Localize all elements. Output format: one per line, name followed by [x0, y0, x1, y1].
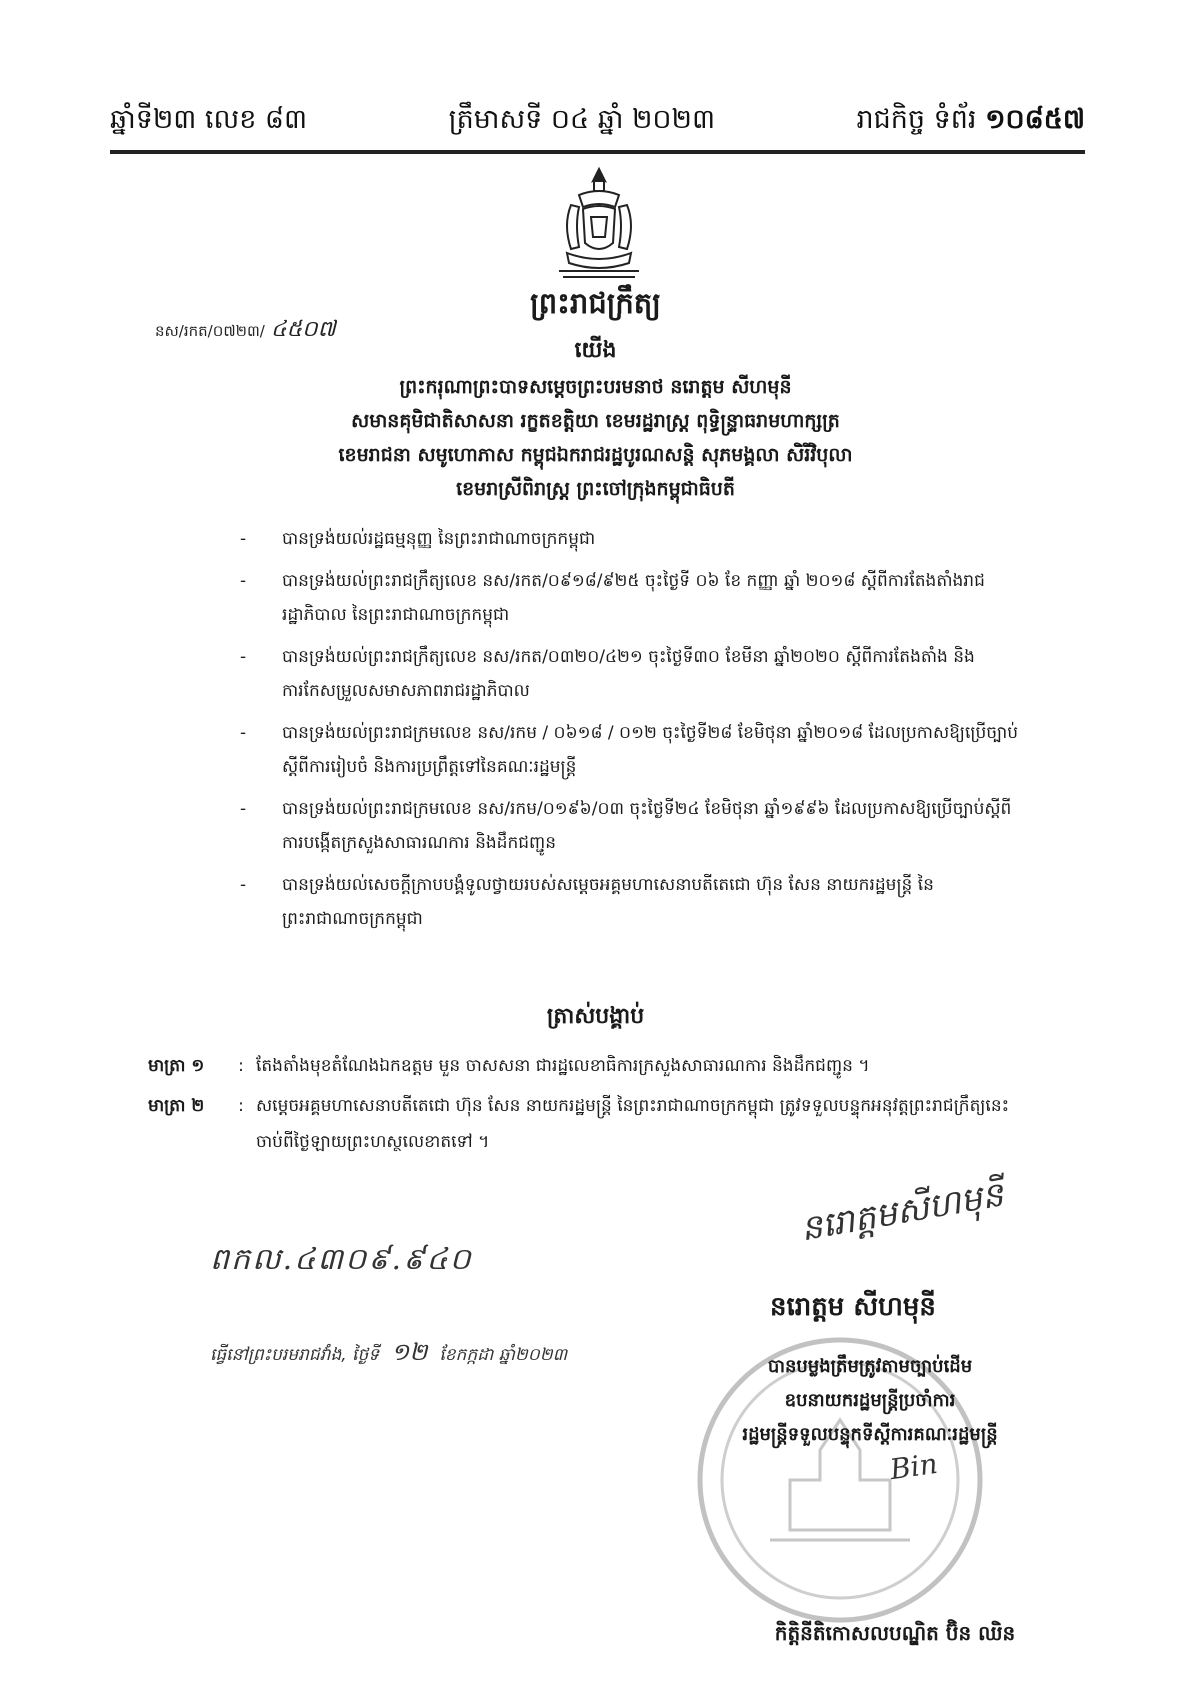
list-dash: - [240, 647, 247, 667]
king-signature: នរោត្តមសីហមុនី [797, 1174, 1007, 1250]
king-title-line: ខេមរាស្រីពិរាស្ត្រ ព្រះចៅក្រុងកម្ពុជាធិបតី [456, 478, 735, 500]
king-title-line: ព្រះករុណាព្រះបាទសម្តេចព្រះបរមនាថ នរោត្តម សីហមុនី [399, 376, 792, 398]
article-text: តែងតាំងមុខតំណែងឯកឧត្តម មួន ចាសសនា ជារដ្ឋលេខាធិការក្រសួងសាធារណការ និងដឹកជញ្ជូន ។ [256, 1056, 870, 1076]
legal-basis-item [240, 640, 1030, 708]
legal-basis-text: បានទ្រង់យល់រដ្ឋធម្មនុញ្ញ នៃព្រះរាជាណាចក្រកម្ពុជា [282, 529, 596, 549]
legal-basis-text: បានទ្រង់យល់ព្រះរាជក្រមលេខ នស/រកម/០១៩៦/០៣ ចុះថ្ងៃទី២៤ ខែមិថុនា ឆ្នាំ១៩៩៦ ដែលប្រកាសឱ្យប្រើច្បាប់ស្តីពីការបង្កើតក្រសួងសាធារណការ និងដឹកជញ្ជូន [282, 799, 1012, 853]
legal-basis-text: បានទ្រង់យល់ព្រះរាជក្រឹត្យលេខ នស/រកត/០៣២០/៤២១ ចុះថ្ងៃទី៣០ ខែមីនា ឆ្នាំ២០២០ ស្តីពីការតែងតាំង និងការកែសម្រួលសមាសភាពរាជរដ្ឋាភិបាល [282, 647, 975, 701]
legal-basis-item [240, 564, 1030, 632]
list-dash: - [240, 723, 247, 743]
page-number-label [856, 103, 1085, 142]
legal-basis-item [240, 792, 1030, 860]
legal-basis-list [240, 522, 1030, 944]
king-name: នរោត្តម សីហមុនី [770, 1292, 936, 1322]
handwritten-reference: ពកល.៤៣០៩.៩៤០ [210, 1242, 473, 1277]
countersign-line: ឧបនាយករដ្ឋមន្ត្រីប្រចាំការ [784, 1390, 956, 1411]
article-1 [148, 1048, 1048, 1084]
legal-basis-text: បានទ្រង់យល់សេចក្តីក្រាបបង្គំទូលថ្វាយរបស់សម្តេចអគ្គមហាសេនាបតីតេជោ ហ៊ុន សែន នាយករដ្ឋមន្ត្រី នៃព្រះរាជាណាចក្រកម្ពុជា [282, 875, 934, 929]
document-title: ព្រះរាជក្រឹត្យ [530, 286, 661, 320]
countersign-line: រដ្ឋមន្ត្រីទទួលបន្ទុកទីស្តីការគណៈរដ្ឋមន្ត្រី [742, 1424, 998, 1445]
royal-coat-of-arms-icon [549, 165, 649, 283]
legal-basis-text: បានទ្រង់យល់ព្រះរាជក្រមលេខ នស/រកម / ០៦១៨ / ០១២ ចុះថ្ងៃទី២៨ ខែមិថុនា ឆ្នាំ២០១៨ ដែលប្រកាសឱ្យប្រើច្បាប់ស្តីពីការរៀបចំ និងការប្រព្រឹត្តទៅនៃគណៈរដ្ឋមន្ត្រី [282, 723, 1019, 777]
place-date-prefix: ធ្វើនៅព្រះបរមរាជវាំង, ថ្ងៃទី [210, 1345, 380, 1365]
king-title-line: សមានគុមិជាតិសាសនា រក្ខតខត្តិយា ខេមរដ្ឋរាស្ត្រ ពុទ្ធិន្ទ្រាធរាមហាក្សត្រ [351, 410, 840, 432]
decides-heading: ត្រាស់បង្គាប់ [546, 1003, 645, 1029]
article-2 [148, 1088, 1048, 1160]
list-dash: - [240, 571, 247, 591]
header-rule [110, 150, 1085, 154]
minister-name: កិត្តិនីតិកោសលបណ្ឌិត ប៊ិន ឈិន [774, 1621, 1016, 1645]
we-heading: យើង [574, 337, 617, 363]
countersign-line: បានបម្លងត្រឹមត្រូវតាមច្បាប់ដើម [767, 1356, 973, 1377]
article-colon: : [238, 1056, 244, 1076]
article-label: មាត្រា ២ [148, 1096, 205, 1116]
handwritten-day: ១២ [391, 1338, 428, 1366]
countersign-block [640, 1350, 1100, 1452]
decree-number-handwritten: ៤៥០៧ [270, 317, 336, 342]
king-title-line: ខេមរាជនា សមូហោភាស កម្ពុជឯករាជរដ្ឋបូរណសន្តិ សុភមង្គលា សិរីវិបុលា [338, 444, 853, 466]
article-colon: : [238, 1096, 244, 1116]
legal-basis-item [240, 522, 1030, 556]
legal-basis-item [240, 716, 1030, 784]
article-label: មាត្រា ១ [148, 1056, 205, 1076]
legal-basis-item [240, 868, 1030, 936]
page-number: ១០៨៥៧ [985, 103, 1085, 135]
page-label: រាជកិច្ច ទំព័រ [856, 103, 977, 135]
king-title-block [0, 370, 1191, 506]
year-issue: ឆ្នាំទី២៣ លេខ ៨៣ [110, 103, 308, 135]
decree-number-printed: នស/រកត/០៧២៣/ [155, 322, 265, 340]
place-date-suffix: ខែកក្កដា ឆ្នាំ២០២៣ [439, 1345, 568, 1365]
list-dash: - [240, 875, 247, 895]
gazette-header [110, 96, 1085, 148]
legal-basis-text: បានទ្រង់យល់ព្រះរាជក្រឹត្យលេខ នស/រកត/០៩១៨/៩២៥ ចុះថ្ងៃទី ០៦ ខែ កញ្ញា ឆ្នាំ ២០១៨ ស្តីពីការតែងតាំងរាជរដ្ឋាភិបាល នៃព្រះរាជាណាចក្រកម្ពុជា [282, 571, 985, 625]
list-dash: - [240, 799, 247, 819]
minister-signature: Bin [887, 1446, 940, 1487]
place-and-date [210, 1337, 567, 1372]
gazette-date: ត្រឹមាសទី ០៤ ឆ្នាំ ២០២៣ [448, 103, 716, 135]
list-dash: - [240, 529, 247, 549]
article-text: សម្តេចអគ្គមហាសេនាបតីតេជោ ហ៊ុន សែន នាយករដ្ឋមន្ត្រី នៃព្រះរាជាណាចក្រកម្ពុជា ត្រូវទទួលបន្ទុកអនុវត្តព្រះរាជក្រឹត្យនេះ ចាប់ពីថ្ងៃឡាយព្រះហស្ថលេខាតទៅ ។ [256, 1096, 1010, 1152]
